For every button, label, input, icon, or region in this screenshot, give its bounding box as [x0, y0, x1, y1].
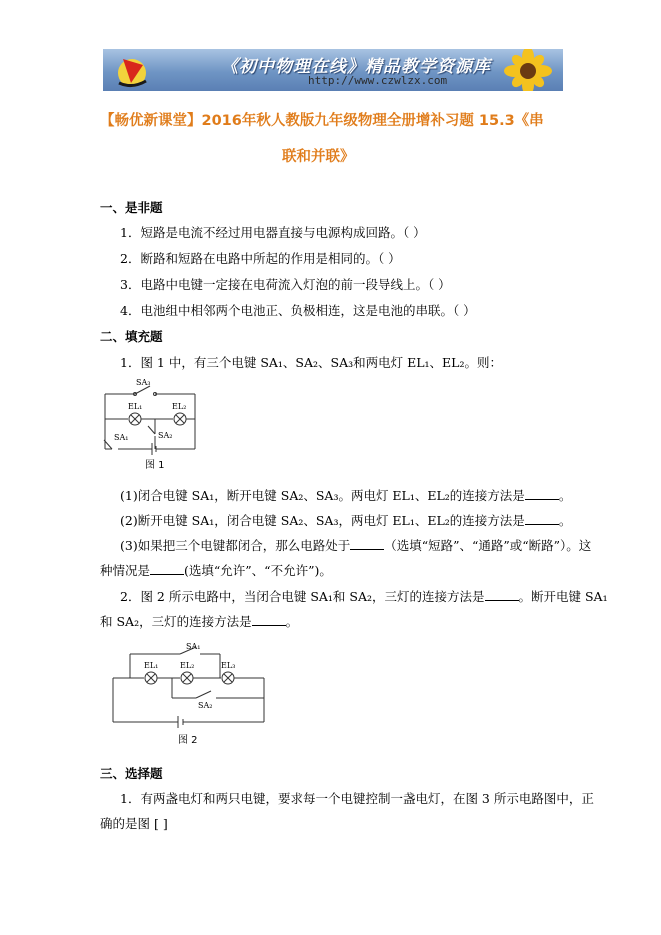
sunflower-icon [493, 49, 563, 91]
part-1-text: (1)闭合电键 SA₁，断开电键 SA₂、SA₃。两电灯 EL₁、EL₂的连接方法是 [120, 488, 525, 503]
answer-blank-2 [525, 512, 559, 525]
fig1-caption: 图 1 [145, 460, 165, 471]
part-3-text: (3)如果把三个电键都闭合，那么电路处于 [120, 538, 351, 553]
section-1-heading: 一、是非题 [100, 200, 163, 215]
fig2-label-el1: EL₁ [144, 661, 159, 670]
fig2-caption: 图 2 [178, 735, 198, 746]
question-3-1-line-1: 1．有两盏电灯和两只电键，要求每一个电键控制一盏电灯，在图 3 所示电路图中，正 [120, 791, 594, 806]
fig1-label-el2: EL₂ [172, 402, 187, 411]
fig2-label-sa2: SA₂ [198, 701, 213, 710]
figure-1-circuit [100, 374, 210, 472]
part-3-cont-text: 种情况是 [100, 563, 151, 578]
fig1-label-sa2: SA₂ [158, 431, 173, 440]
part-3-hint: （选填“短路”、“通路”或“断路”）。这 [384, 538, 592, 553]
question-1-4: 4．电池组中相邻两个电池正、负极相连，这是电池的串联。（ ） [120, 303, 476, 318]
banner-url: http://www.czwlzx.com [308, 74, 448, 87]
answer-blank-3 [350, 537, 384, 550]
q2-text-1: 2．图 2 所示电路中，当闭合电键 SA₁和 SA₂，三灯的连接方法是 [120, 589, 485, 604]
question-2-1-part-1 [120, 486, 571, 504]
part-3-cont-hint: (选填“允许”、“不允许”)。 [184, 563, 332, 578]
question-2-2-line-2 [100, 612, 298, 630]
q2-text-2: 和 SA₂，三灯的连接方法是 [100, 614, 252, 629]
question-2-1-part-3 [120, 536, 591, 554]
part-2-period: 。 [558, 513, 572, 528]
question-1-3: 3．电路中电键一定接在电荷流入灯泡的前一段导线上。（ ） [120, 277, 451, 292]
fig1-label-el1: EL₁ [128, 402, 143, 411]
answer-blank-4 [150, 562, 184, 575]
fig2-label-sa1: SA₁ [186, 642, 201, 651]
fig1-label-sa3: SA₃ [136, 378, 151, 387]
q2-text-1-tail: 。断开电键 SA₁ [518, 589, 608, 604]
question-2-1-intro: 1．图 1 中，有三个电键 SA₁、SA₂、SA₃和两电灯 EL₁、EL₂。则： [120, 355, 502, 370]
question-2-1-part-3-cont [100, 561, 332, 579]
answer-blank-6 [252, 613, 286, 626]
section-2-heading: 二、填充题 [100, 329, 163, 344]
part-1-period: 。 [558, 488, 572, 503]
document-title [100, 101, 568, 177]
section-3-heading: 三、选择题 [100, 766, 163, 781]
figure-2-circuit [108, 640, 270, 748]
fig2-label-el3: EL₃ [221, 661, 236, 670]
logo-icon [113, 53, 151, 89]
fig1-label-sa1: SA₁ [114, 433, 129, 442]
question-1-2: 2．断路和短路在电路中所起的作用是相同的。（ ） [120, 251, 401, 266]
question-2-2-line-1 [120, 587, 608, 605]
question-1-1: 1．短路是电流不经过用电器直接与电源构成回路。（ ） [120, 225, 426, 240]
answer-blank-5 [485, 588, 519, 601]
banner-slogan: 《初中物理在线》精品教学资源库 [221, 57, 491, 77]
question-2-1-part-2 [120, 511, 571, 529]
header-banner [103, 49, 563, 91]
title-line-2: 联和并联》 [282, 149, 355, 165]
answer-blank-1 [525, 487, 559, 500]
part-2-text: (2)断开电键 SA₁，闭合电键 SA₂、SA₃，两电灯 EL₁、EL₂的连接方法是 [120, 513, 525, 528]
q2-text-2-tail: 。 [285, 614, 299, 629]
fig2-label-el2: EL₂ [180, 661, 195, 670]
title-line-1: 【畅优新课堂】2016年秋人教版九年级物理全册增补习题 15.3《串 [100, 113, 544, 129]
question-3-1-line-2: 确的是图 [ ] [100, 816, 168, 831]
